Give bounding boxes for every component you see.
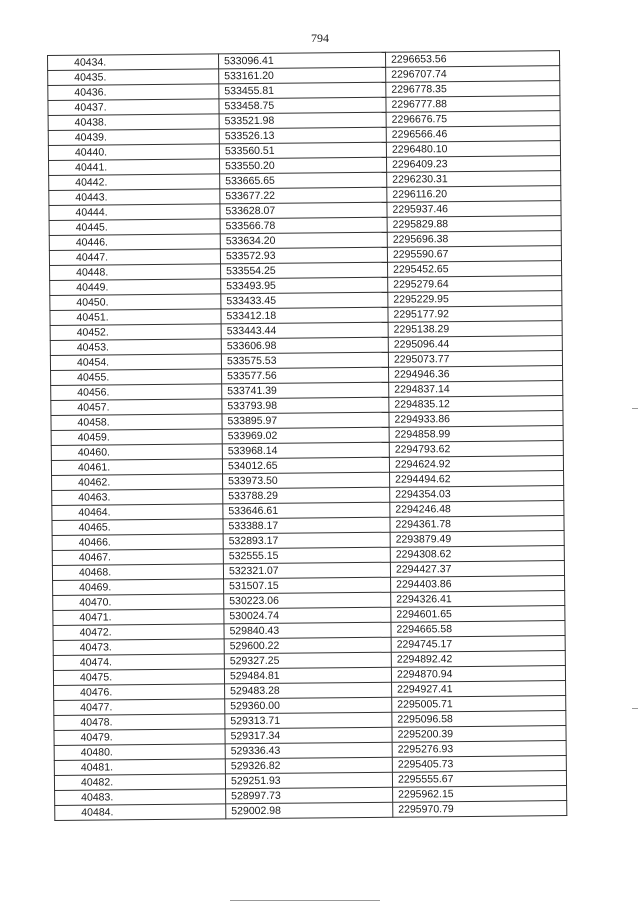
x-coordinate-cell: 529251.93 — [225, 772, 392, 789]
y-coordinate-cell: 2294665.58 — [391, 621, 565, 638]
y-coordinate-cell: 2294892.42 — [391, 651, 565, 668]
point-id-cell: 40483. — [55, 789, 226, 806]
y-coordinate-cell: 2295096.58 — [392, 711, 566, 728]
x-coordinate-cell: 529600.22 — [224, 637, 391, 654]
x-coordinate-cell: 533969.02 — [222, 427, 389, 444]
y-coordinate-cell: 2295005.71 — [392, 696, 566, 713]
point-id-cell: 40444. — [49, 204, 220, 221]
y-coordinate-cell: 2295200.39 — [392, 726, 566, 743]
point-id-cell: 40450. — [50, 294, 221, 311]
point-id-cell: 40475. — [53, 669, 224, 686]
x-coordinate-cell: 533521.98 — [219, 112, 386, 129]
y-coordinate-cell: 2295276.93 — [392, 741, 566, 758]
y-coordinate-cell: 2294403.86 — [391, 576, 565, 593]
point-id-cell: 40446. — [49, 234, 220, 251]
x-coordinate-cell: 529317.34 — [225, 727, 392, 744]
x-coordinate-cell: 533793.98 — [222, 397, 389, 414]
x-coordinate-cell: 533895.97 — [222, 412, 389, 429]
y-coordinate-cell: 2296707.74 — [386, 66, 560, 83]
x-coordinate-cell: 529484.81 — [224, 667, 391, 684]
x-coordinate-cell: 533575.53 — [221, 352, 388, 369]
y-coordinate-cell: 2294837.14 — [389, 381, 563, 398]
x-coordinate-cell: 533433.45 — [221, 292, 388, 309]
x-coordinate-cell: 529483.28 — [225, 682, 392, 699]
y-coordinate-cell: 2294858.99 — [389, 426, 563, 443]
y-coordinate-cell: 2294927.41 — [392, 681, 566, 698]
y-coordinate-cell: 2294427.37 — [390, 561, 564, 578]
y-coordinate-cell: 2294793.62 — [389, 441, 563, 458]
y-coordinate-cell: 2296676.75 — [386, 111, 560, 128]
point-id-cell: 40464. — [52, 504, 223, 521]
point-id-cell: 40447. — [49, 249, 220, 266]
y-coordinate-cell: 2295937.46 — [387, 201, 561, 218]
point-id-cell: 40463. — [52, 489, 223, 506]
x-coordinate-cell: 533493.95 — [221, 277, 388, 294]
y-coordinate-cell: 2294946.36 — [389, 366, 563, 383]
point-id-cell: 40470. — [53, 594, 224, 611]
x-coordinate-cell: 532893.17 — [223, 532, 390, 549]
point-id-cell: 40468. — [52, 564, 223, 581]
edge-mark — [632, 708, 638, 709]
x-coordinate-cell: 533741.39 — [222, 382, 389, 399]
y-coordinate-cell: 2296116.20 — [387, 186, 561, 203]
x-coordinate-cell: 533096.41 — [218, 52, 385, 69]
x-coordinate-cell: 533554.25 — [221, 262, 388, 279]
x-coordinate-cell: 529336.43 — [225, 742, 392, 759]
y-coordinate-cell: 2296230.31 — [387, 171, 561, 188]
y-coordinate-cell: 2295138.29 — [388, 321, 562, 338]
point-id-cell: 40434. — [48, 54, 219, 71]
point-id-cell: 40445. — [49, 219, 220, 236]
y-coordinate-cell: 2295962.15 — [393, 786, 567, 803]
y-coordinate-cell: 2295590.67 — [387, 246, 561, 263]
x-coordinate-cell: 529326.82 — [225, 757, 392, 774]
point-id-cell: 40473. — [53, 639, 224, 656]
x-coordinate-cell: 533788.29 — [223, 487, 390, 504]
point-id-cell: 40436. — [48, 84, 219, 101]
y-coordinate-cell: 2295555.67 — [392, 771, 566, 788]
y-coordinate-cell: 2294870.94 — [391, 666, 565, 683]
scan-line — [230, 900, 380, 901]
point-id-cell: 40438. — [48, 114, 219, 131]
x-coordinate-cell: 533388.17 — [223, 517, 390, 534]
point-id-cell: 40449. — [50, 279, 221, 296]
point-id-cell: 40481. — [54, 759, 225, 776]
x-coordinate-cell: 533572.93 — [220, 247, 387, 264]
y-coordinate-cell: 2296566.46 — [386, 126, 560, 143]
x-coordinate-cell: 529002.98 — [226, 802, 393, 819]
y-coordinate-cell: 2296653.56 — [385, 51, 559, 68]
point-id-cell: 40482. — [54, 774, 225, 791]
coordinate-table — [47, 50, 567, 821]
x-coordinate-cell: 532555.15 — [223, 547, 390, 564]
point-id-cell: 40459. — [51, 429, 222, 446]
x-coordinate-cell: 529840.43 — [224, 622, 391, 639]
y-coordinate-cell: 2295829.88 — [387, 216, 561, 233]
x-coordinate-cell: 533455.81 — [219, 82, 386, 99]
x-coordinate-cell: 533560.51 — [219, 142, 386, 159]
point-id-cell: 40441. — [49, 159, 220, 176]
y-coordinate-cell: 2296778.35 — [386, 81, 560, 98]
point-id-cell: 40439. — [48, 129, 219, 146]
y-coordinate-cell: 2295096.44 — [388, 336, 562, 353]
y-coordinate-cell: 2294624.92 — [389, 456, 563, 473]
coordinate-table-wrapper — [47, 50, 566, 821]
point-id-cell: 40469. — [53, 579, 224, 596]
point-id-cell: 40474. — [53, 654, 224, 671]
y-coordinate-cell: 2294933.86 — [389, 411, 563, 428]
point-id-cell: 40476. — [54, 684, 225, 701]
y-coordinate-cell: 2295696.38 — [387, 231, 561, 248]
y-coordinate-cell: 2296409.23 — [386, 156, 560, 173]
edge-mark — [632, 408, 638, 409]
y-coordinate-cell: 2295229.95 — [388, 291, 562, 308]
point-id-cell: 40442. — [49, 174, 220, 191]
x-coordinate-cell: 533566.78 — [220, 217, 387, 234]
point-id-cell: 40465. — [52, 519, 223, 536]
x-coordinate-cell: 529327.25 — [224, 652, 391, 669]
point-id-cell: 40443. — [49, 189, 220, 206]
x-coordinate-cell: 533973.50 — [223, 472, 390, 489]
x-coordinate-cell: 528997.73 — [226, 787, 393, 804]
y-coordinate-cell: 2296480.10 — [386, 141, 560, 158]
y-coordinate-cell: 2294308.62 — [390, 546, 564, 563]
y-coordinate-cell: 2296777.88 — [386, 96, 560, 113]
y-coordinate-cell: 2294494.62 — [390, 471, 564, 488]
x-coordinate-cell: 530024.74 — [224, 607, 391, 624]
x-coordinate-cell: 533443.44 — [221, 322, 388, 339]
x-coordinate-cell: 533550.20 — [220, 157, 387, 174]
point-id-cell: 40456. — [51, 384, 222, 401]
point-id-cell: 40460. — [51, 444, 222, 461]
x-coordinate-cell: 533526.13 — [219, 127, 386, 144]
x-coordinate-cell: 534012.65 — [222, 457, 389, 474]
x-coordinate-cell: 531507.15 — [224, 577, 391, 594]
y-coordinate-cell: 2295405.73 — [392, 756, 566, 773]
x-coordinate-cell: 529313.71 — [225, 712, 392, 729]
y-coordinate-cell: 2295279.64 — [388, 276, 562, 293]
x-coordinate-cell: 533646.61 — [223, 502, 390, 519]
point-id-cell: 40471. — [53, 609, 224, 626]
x-coordinate-cell: 533968.14 — [222, 442, 389, 459]
point-id-cell: 40467. — [52, 549, 223, 566]
point-id-cell: 40457. — [51, 399, 222, 416]
point-id-cell: 40437. — [48, 99, 219, 116]
x-coordinate-cell: 533634.20 — [220, 232, 387, 249]
y-coordinate-cell: 2294326.41 — [391, 591, 565, 608]
y-coordinate-cell: 2294246.48 — [390, 501, 564, 518]
x-coordinate-cell: 533628.07 — [220, 202, 387, 219]
x-coordinate-cell: 533606.98 — [221, 337, 388, 354]
x-coordinate-cell: 533665.65 — [220, 172, 387, 189]
x-coordinate-cell: 532321.07 — [223, 562, 390, 579]
point-id-cell: 40453. — [50, 339, 221, 356]
y-coordinate-cell: 2295073.77 — [388, 351, 562, 368]
point-id-cell: 40458. — [51, 414, 222, 431]
page-number: 794 — [311, 31, 329, 45]
y-coordinate-cell: 2294354.03 — [390, 486, 564, 503]
point-id-cell: 40477. — [54, 699, 225, 716]
x-coordinate-cell: 533161.20 — [219, 67, 386, 84]
y-coordinate-cell: 2295970.79 — [393, 801, 567, 818]
x-coordinate-cell: 530223.06 — [224, 592, 391, 609]
point-id-cell: 40454. — [50, 354, 221, 371]
point-id-cell: 40466. — [52, 534, 223, 551]
x-coordinate-cell: 533577.56 — [222, 367, 389, 384]
point-id-cell: 40462. — [52, 474, 223, 491]
point-id-cell: 40448. — [50, 264, 221, 281]
x-coordinate-cell: 529360.00 — [225, 697, 392, 714]
y-coordinate-cell: 2293879.49 — [390, 531, 564, 548]
point-id-cell: 40451. — [50, 309, 221, 326]
point-id-cell: 40440. — [48, 144, 219, 161]
x-coordinate-cell: 533677.22 — [220, 187, 387, 204]
y-coordinate-cell: 2294835.12 — [389, 396, 563, 413]
x-coordinate-cell: 533412.18 — [221, 307, 388, 324]
point-id-cell: 40484. — [55, 804, 226, 821]
y-coordinate-cell: 2294361.78 — [390, 516, 564, 533]
y-coordinate-cell: 2294601.65 — [391, 606, 565, 623]
point-id-cell: 40455. — [51, 369, 222, 386]
y-coordinate-cell: 2295177.92 — [388, 306, 562, 323]
point-id-cell: 40480. — [54, 744, 225, 761]
point-id-cell: 40479. — [54, 729, 225, 746]
point-id-cell: 40461. — [51, 459, 222, 476]
point-id-cell: 40435. — [48, 69, 219, 86]
y-coordinate-cell: 2295452.65 — [388, 261, 562, 278]
coordinate-table-body — [48, 51, 567, 821]
point-id-cell: 40452. — [50, 324, 221, 341]
x-coordinate-cell: 533458.75 — [219, 97, 386, 114]
y-coordinate-cell: 2294745.17 — [391, 636, 565, 653]
point-id-cell: 40478. — [54, 714, 225, 731]
point-id-cell: 40472. — [53, 624, 224, 641]
